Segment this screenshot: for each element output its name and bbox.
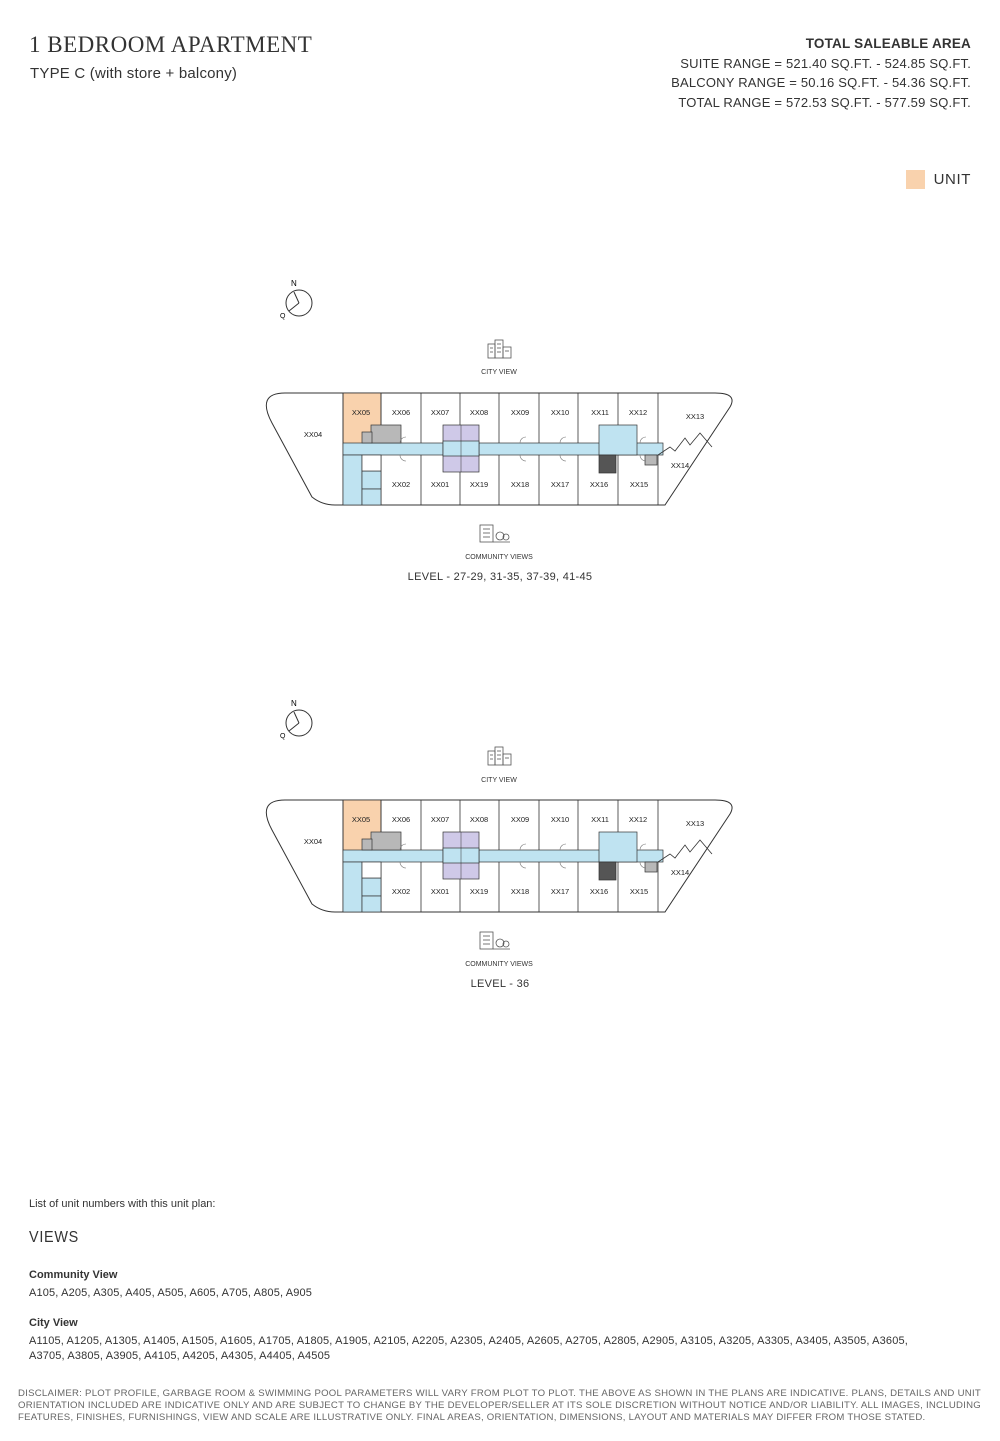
- floor-plan-2: [0, 682, 1000, 990]
- saleable-area-block: [671, 34, 971, 112]
- unit-label: XX15: [629, 480, 649, 489]
- unit-label: XX07: [430, 815, 450, 824]
- community-building-icon: [480, 525, 510, 542]
- stair-core-left: [343, 455, 362, 505]
- compass-icon: [280, 699, 312, 740]
- unit-label: XX10: [550, 815, 570, 824]
- unit-label: XX08: [469, 815, 489, 824]
- compass-q: Q: [280, 313, 286, 320]
- service-core: [599, 832, 637, 862]
- floor-plan-1: [0, 275, 1000, 583]
- community-views-label: COMMUNITY VIEWS: [465, 554, 533, 561]
- balcony-range: BALCONY RANGE = 50.16 SQ.FT. - 54.36 SQ.FT.: [671, 75, 971, 90]
- city-view-label: CITY VIEW: [481, 369, 517, 376]
- unit-label: XX01: [430, 480, 450, 489]
- views-heading: VIEWS: [29, 1229, 80, 1246]
- floor-plan-drawing: [0, 682, 1000, 982]
- shaft: [599, 862, 616, 880]
- unit-label: XX19: [469, 887, 489, 896]
- unit-label: XX13: [685, 819, 705, 828]
- unit-label: XX12: [628, 815, 648, 824]
- stair-core-left: [343, 862, 362, 912]
- unit-label: XX07: [430, 408, 450, 417]
- legend: [906, 170, 971, 189]
- store-room: [371, 832, 401, 850]
- unit-label: XX14: [670, 461, 690, 470]
- store-room: [371, 425, 401, 443]
- unit-list-label: List of unit numbers with this unit plan:: [29, 1198, 216, 1210]
- legend-label: UNIT: [933, 171, 971, 188]
- compass-icon: [280, 279, 312, 320]
- service-core: [599, 425, 637, 455]
- compass-north: N: [291, 699, 297, 708]
- unit-label: XX13: [685, 412, 705, 421]
- unit-label: XX16: [589, 480, 609, 489]
- unit-label: XX11: [591, 815, 609, 824]
- unit-label: XX06: [391, 815, 411, 824]
- city-view-units: A1105, A1205, A1305, A1405, A1505, A1605, A1705, A1805, A1905, A2105, A2205, A2305, A2405, A2605, A2705, A2805, A2905, A3105, A3205, A3305, A3405, A3505, A3605, A3705, A3805, A3905, A4105, A4205, A4305, A4405, A4505: [29, 1335, 908, 1362]
- compass-north: N: [291, 279, 297, 288]
- level-label: LEVEL - 36: [470, 978, 530, 990]
- unit-label: XX18: [510, 480, 530, 489]
- unit-label: XX09: [510, 408, 530, 417]
- unit-label: XX02: [391, 480, 411, 489]
- unit-label: XX10: [550, 408, 570, 417]
- city-view-title: City View: [29, 1317, 78, 1329]
- unit-label: XX05: [351, 408, 371, 417]
- unit-label: XX04: [303, 430, 323, 439]
- page-title: 1 BEDROOM APARTMENT: [29, 32, 313, 57]
- unit-label: XX06: [391, 408, 411, 417]
- compass-q: Q: [280, 733, 286, 740]
- unit-label: XX11: [591, 408, 609, 417]
- community-view-units: A105, A205, A305, A405, A505, A605, A705, A805, A905: [29, 1287, 313, 1299]
- total-range: TOTAL RANGE = 572.53 SQ.FT. - 577.59 SQ.FT.: [678, 94, 971, 110]
- city-building-icon: [488, 747, 511, 765]
- unit-label: XX01: [430, 887, 450, 896]
- unit-label: XX17: [550, 480, 570, 489]
- level-label: LEVEL - 27-29, 31-35, 37-39, 41-45: [407, 571, 593, 583]
- unit-type-subtitle: TYPE C (with store + balcony): [30, 65, 238, 82]
- community-views-label: COMMUNITY VIEWS: [465, 961, 533, 968]
- city-building-icon: [488, 340, 511, 358]
- community-building-icon: [480, 932, 510, 949]
- unit-label: XX17: [550, 887, 570, 896]
- unit-label: XX02: [391, 887, 411, 896]
- floor-plan-drawing: [0, 275, 1000, 575]
- unit-label: XX09: [510, 815, 530, 824]
- city-view-label: CITY VIEW: [481, 777, 517, 784]
- unit-label: XX08: [469, 408, 489, 417]
- unit-label: XX19: [469, 480, 489, 489]
- suite-range: SUITE RANGE = 521.40 SQ.FT. - 524.85 SQ.FT.: [680, 55, 971, 71]
- unit-label: XX16: [589, 887, 609, 896]
- shaft: [599, 455, 616, 473]
- legend-swatch: [906, 170, 925, 189]
- unit-label: XX12: [628, 408, 648, 417]
- disclaimer: DISCLAIMER: PLOT PROFILE, GARBAGE ROOM & SWIMMING POOL PARAMETERS WILL VARY FROM PLOT TO PLOT. THE ABOVE AS SHOWN IN THE PLANS ARE INDICATIVE. PLANS, DETAILS AND UNIT ORIENTATION INCLUDED ARE INDICATIVE ONLY AND ARE SUBJECT TO CHANGE BY THE DEVELOPER/SELLER AT ITS SOLE DISCRETION WITHOUT NOTICE AND/OR LIABILITY. ALL IMAGES, INCLUDING FEATURES, FINISHES, FURNISHINGS, VIEW AND SCALE ARE ILLUSTRATIVE ONLY. FINAL AREAS, ORIENTATION, DIMENSIONS, LAYOUT AND MATERIALS MAY DIFFER FROM THOSE STATED.: [18, 1388, 981, 1423]
- unit-label: XX04: [303, 837, 323, 846]
- unit-label: XX18: [510, 887, 530, 896]
- saleable-area-heading: TOTAL SALEABLE AREA: [805, 36, 971, 51]
- unit-label: XX15: [629, 887, 649, 896]
- unit-label: XX05: [351, 815, 371, 824]
- community-view-title: Community View: [29, 1269, 118, 1281]
- unit-label: XX14: [670, 868, 690, 877]
